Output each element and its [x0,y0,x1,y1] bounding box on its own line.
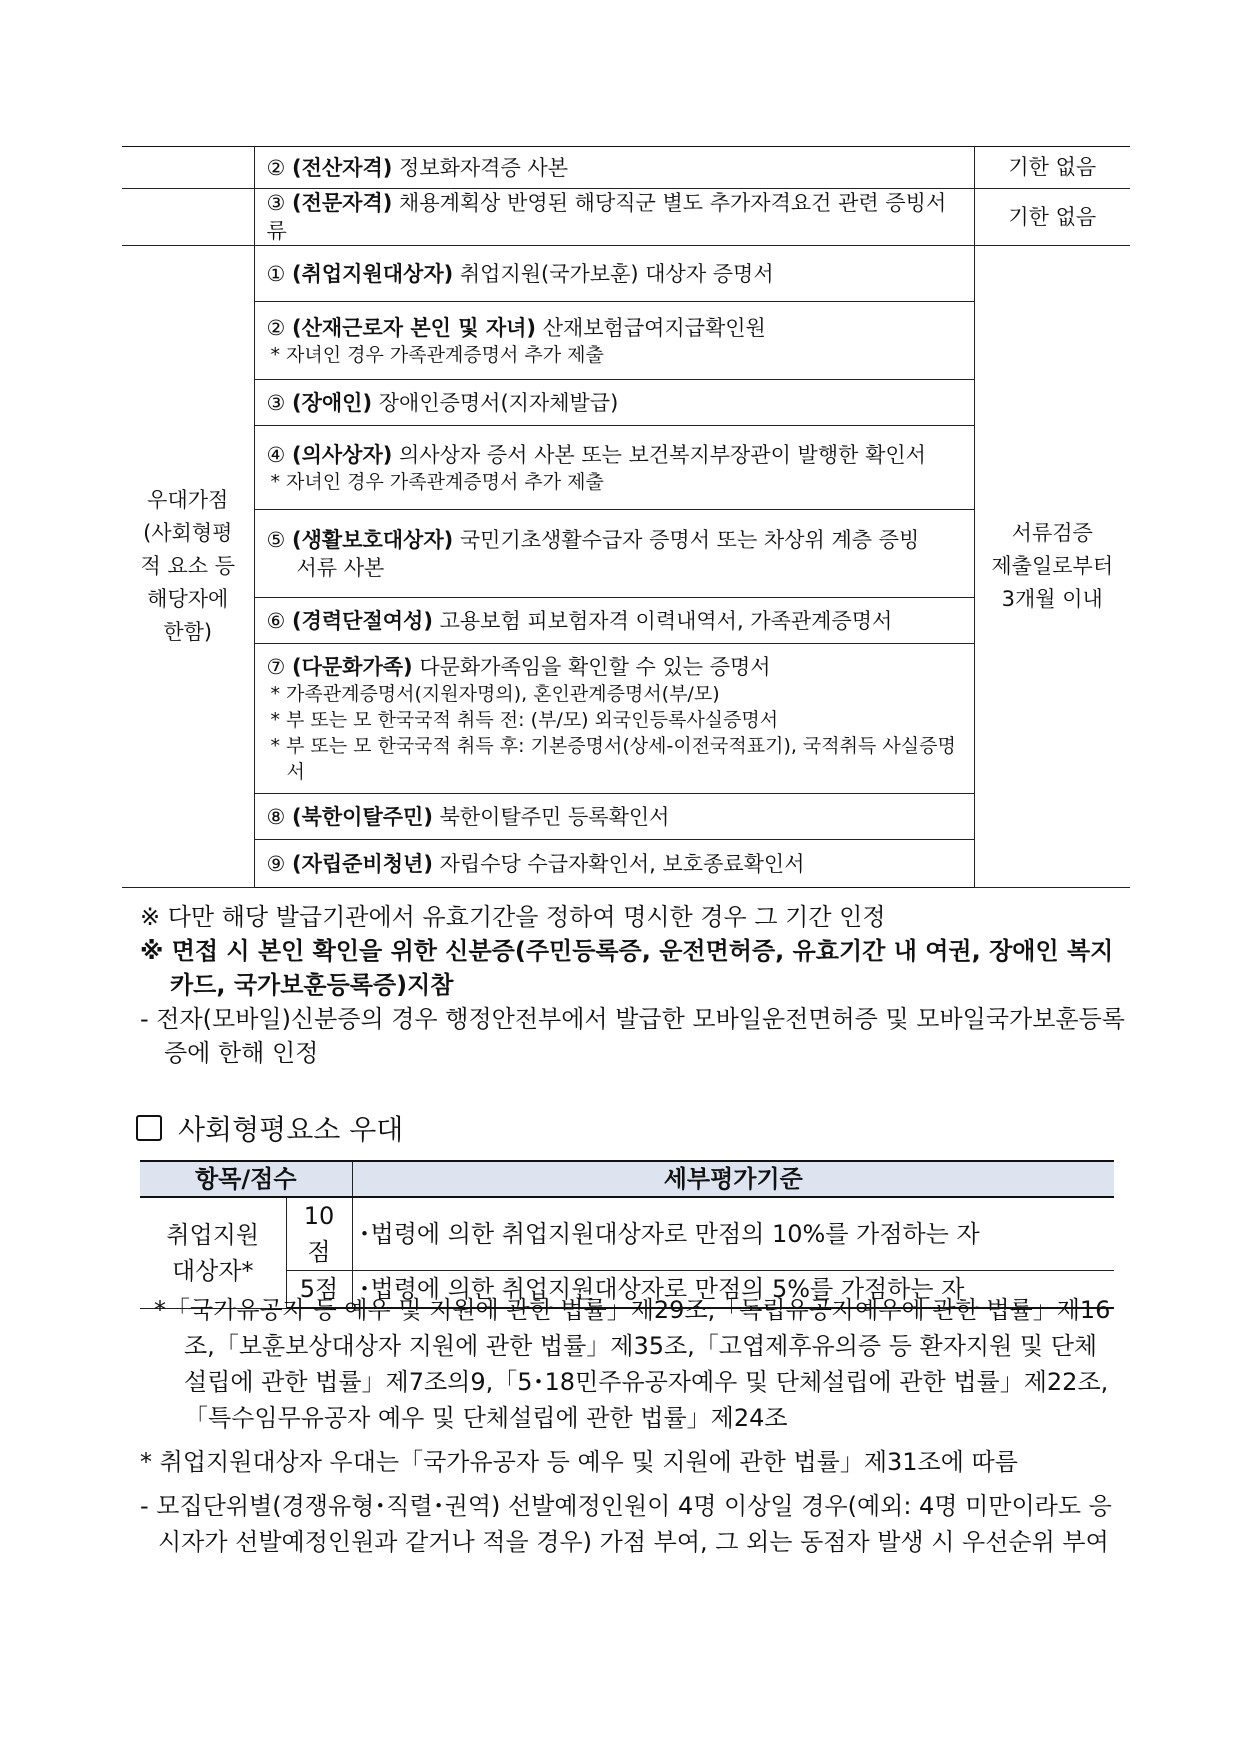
doc-item: ② (전산자격) 정보화자격증 사본 [254,147,974,189]
table-header-row [140,1161,1114,1197]
table-row [122,147,1130,189]
doc-item: ⑥ (경력단절여성) 고용보험 피보험자격 이력내역서, 가족관계증명서 [254,598,974,644]
note-validity: ※ 다만 해당 발급기관에서 유효기간을 정하여 명시한 경우 그 기간 인정 [140,903,886,931]
note-mobile-id: - 전자(모바일)신분증의 경우 행정안전부에서 발급한 모바일운전면허증 및 모바일국가보훈등록증에 한해 인정 [140,1005,1125,1067]
doc-item: ③ (전문자격) 채용계획상 반영된 해당직군 별도 추가자격요건 관련 증빙서류 [254,189,974,246]
footnote-basis: * 취업지원대상자 우대는「국가유공자 등 예우 및 지원에 관한 법률」제31조에 따름 [140,1448,1018,1476]
doc-note: * 자녀인 경우 가족관계증명서 추가 제출 [270,343,604,366]
item-label: 취업지원 대상자* [140,1197,286,1308]
points: 5점 [286,1271,352,1309]
score-table [140,1160,1114,1309]
criteria: ･법령에 의한 취업지원대상자로 만점의 10%를 가점하는 자 [352,1197,1114,1271]
footnote-condition: - 모집단위별(경쟁유형･직렬･권역) 선발예정인원이 4명 이상일 경우(예외: 4명 미만이라도 응시자가 선발예정인원과 같거나 적을 경우) 가점 부여, 그 외는 동점자 발생 시 우선순위 부여 [140,1492,1112,1556]
preference-group-label: 우대가점 (사회형평 적 요소 등 해당자에 한함) [122,246,254,888]
footnote-laws: *「국가유공자 등 예우 및 지원에 관한 법률」제29조,「독립유공자예우에 관한 법률」제16조,「보훈보상대상자 지원에 관한 법률」제35조,「고엽제후유의증 등 환자지원 및 단체설립에 관한 법률」제7조의9,「5･18민주유공자예우 및 단체설립에 관한 법률」제22조,「특수임무유공자 예우 및 단체설립에 관한 법률」제24조 [154,1296,1111,1432]
header-item-score: 항목/점수 [140,1161,352,1197]
section-title: 사회형평요소 우대 [136,1108,403,1148]
footnotes-block [140,1292,1114,1560]
doc-item: ⑧ (북한이탈주민) 북한이탈주민 등록확인서 [254,794,974,840]
header-criteria: 세부평가기준 [352,1161,1114,1197]
note-id-required: ※ 면접 시 본인 확인을 위한 신분증(주민등록증, 운전면허증, 유효기간 내 여권, 장애인 복지카드, 국가보훈등록증)지참 [140,937,1114,999]
criteria: ･법령에 의한 취업지원대상자로 만점의 5%를 가점하는 자 [352,1271,1114,1309]
doc-note: * 자녀인 경우 가족관계증명서 추가 제출 [270,470,604,493]
table-row [140,1197,1114,1271]
doc-note: * 부 또는 모 한국국적 취득 후: 기본증명서(상세-이전국적표기), 국적취득 사실증명서 [270,734,956,783]
notes-block [140,900,1130,1070]
doc-item: ③ (장애인) 장애인증명서(지자체발급) [254,380,974,426]
validity-period: 기한 없음 [974,147,1130,189]
table-row [122,246,1130,302]
doc-note: * 가족관계증명서(지원자명의), 혼인관계증명서(부/모) [270,682,720,705]
doc-item: ② (산재근로자 본인 및 자녀) 산재보험급여지급확인원 * 자녀인 경우 가족관계증명서 추가 제출 [254,302,974,380]
doc-item: ⑨ (자립준비청년) 자립수당 수급자확인서, 보호종료확인서 [254,840,974,888]
doc-note: * 부 또는 모 한국국적 취득 전: (부/모) 외국인등록사실증명서 [270,708,779,731]
doc-item: ⑤ (생활보호대상자) 국민기초생활수급자 증명서 또는 차상위 계층 증빙 서류 사본 [254,510,974,598]
validity-period: 기한 없음 [974,189,1130,246]
doc-item: ① (취업지원대상자) 취업지원(국가보훈) 대상자 증명서 [254,246,974,302]
table-row [122,189,1130,246]
checkbox-icon [136,1115,162,1141]
required-documents-table [122,146,1130,888]
doc-item: ④ (의사상자) 의사상자 증서 사본 또는 보건복지부장관이 발행한 확인서 * 자녀인 경우 가족관계증명서 추가 제출 [254,426,974,510]
doc-item: ⑦ (다문화가족) 다문화가족임을 확인할 수 있는 증명서 * 가족관계증명서(지원자명의), 혼인관계증명서(부/모) * 부 또는 모 한국국적 취득 전: (부/모) 외국인등록사실증명서 * 부 또는 모 한국국적 취득 후: 기본증명서(상세-이전국적표기), 국적취득 사실증명서 [254,644,974,794]
preference-group-period: 서류검증 제출일로부터 3개월 이내 [974,246,1130,888]
points: 10점 [286,1197,352,1271]
